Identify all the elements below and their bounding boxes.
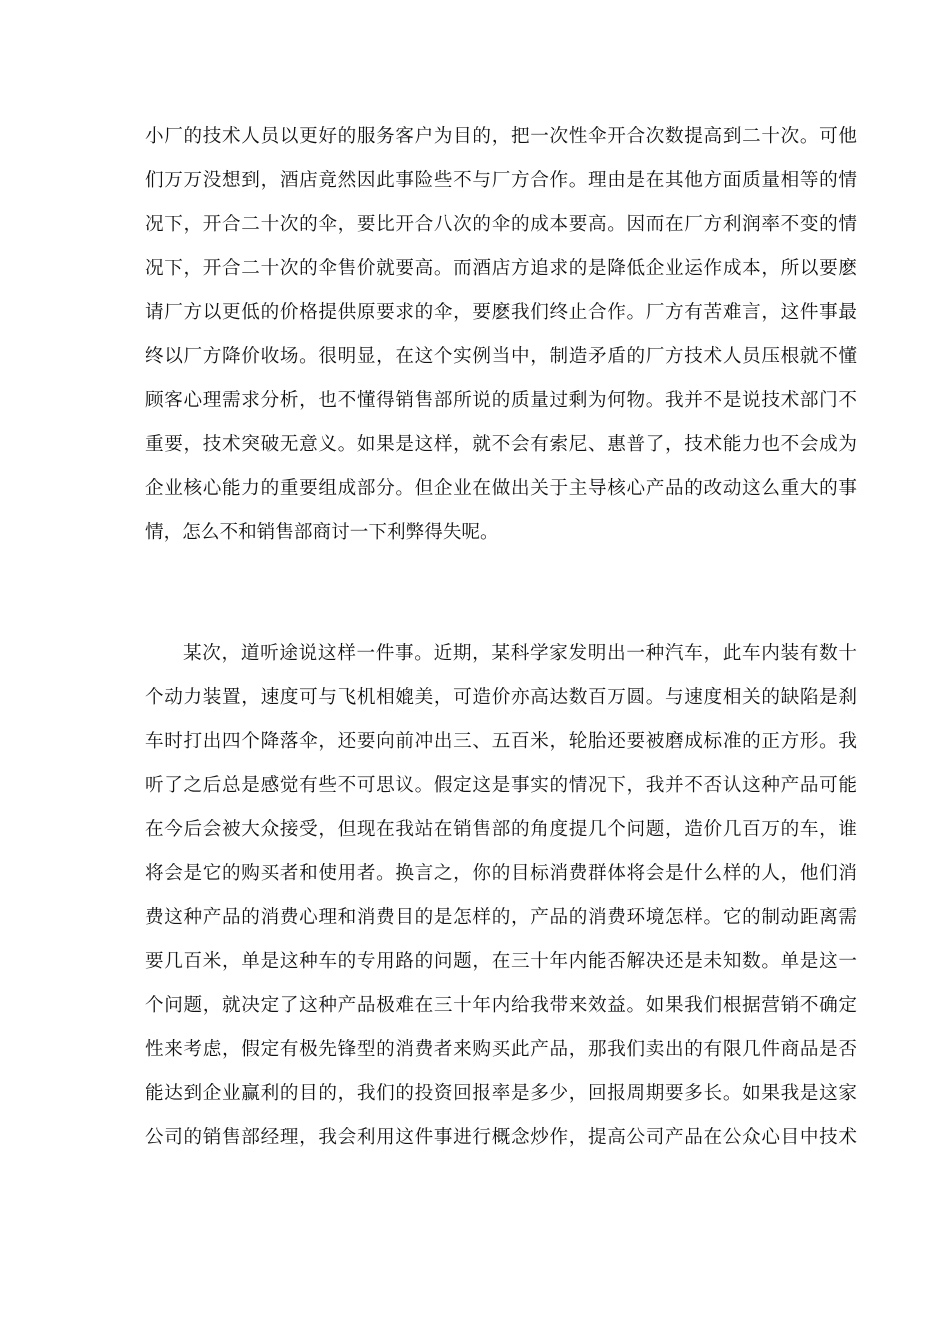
paragraph-line: 将会是它的购买者和使用者。换言之，你的目标消费群体将会是什么样的人，他们消 <box>145 863 857 884</box>
paragraph-line: 公司的销售部经理，我会利用这件事进行概念炒作，提高公司产品在公众心目中技术 <box>145 1127 857 1148</box>
paragraph-line: 们万万没想到，酒店竟然因此事险些不与厂方合作。理由是在其他方面质量相等的情 <box>145 170 857 191</box>
paragraph-line: 性来考虑，假定有极先锋型的消费者来购买此产品，那我们卖出的有限几件商品是否 <box>145 1039 857 1060</box>
paragraph-line: 听了之后总是感觉有些不可思议。假定这是事实的情况下，我并不否认这种产品可能 <box>145 775 857 796</box>
paragraph-line: 小厂的技术人员以更好的服务客户为目的，把一次性伞开合次数提高到二十次。可他 <box>145 126 857 147</box>
paragraph-line: 车时打出四个降落伞，还要向前冲出三、五百米，轮胎还要被磨成标准的正方形。我 <box>145 731 857 752</box>
paragraph-line-first: 某次，道听途说这样一件事。近期，某科学家发明出一种汽车，此车内装有数十 <box>183 643 857 664</box>
paragraph-line-last: 情，怎么不和销售部商讨一下利弊得失呢。 <box>145 522 499 543</box>
paragraph-line: 况下，开合二十次的伞售价就要高。而酒店方追求的是降低企业运作成本，所以要麽 <box>145 258 857 279</box>
paragraph-line: 在今后会被大众接受，但现在我站在销售部的角度提几个问题，造价几百万的车，谁 <box>145 819 857 840</box>
paragraph-line: 顾客心理需求分析，也不懂得销售部所说的质量过剩为何物。我并不是说技术部门不 <box>145 390 857 411</box>
paragraph-line: 要几百米，单是这种车的专用路的问题，在三十年内能否解决还是未知数。单是这一 <box>145 951 857 972</box>
paragraph-line: 费这种产品的消费心理和消费目的是怎样的，产品的消费环境怎样。它的制动距离需 <box>145 907 857 928</box>
paragraph-line: 请厂方以更低的价格提供原要求的伞，要麽我们终止合作。厂方有苦难言，这件事最 <box>145 302 857 323</box>
paragraph-line: 重要，技术突破无意义。如果是这样，就不会有索尼、惠普了，技术能力也不会成为 <box>145 434 857 455</box>
paragraph-car-case <box>145 632 857 1160</box>
paragraph-line: 能达到企业赢利的目的，我们的投资回报率是多少，回报周期要多长。如果我是这家 <box>145 1083 857 1104</box>
paragraph-umbrella-case <box>145 115 857 555</box>
paragraph-line: 个问题，就决定了这种产品极难在三十年内给我带来效益。如果我们根据营销不确定 <box>145 995 857 1016</box>
paragraph-line: 企业核心能力的重要组成部分。但企业在做出关于主导核心产品的改动这么重大的事 <box>145 478 857 499</box>
paragraph-line: 终以厂方降价收场。很明显，在这个实例当中，制造矛盾的厂方技术人员压根就不懂 <box>145 346 857 367</box>
paragraph-line: 况下，开合二十次的伞，要比开合八次的伞的成本要高。因而在厂方利润率不变的情 <box>145 214 857 235</box>
paragraph-line: 个动力装置，速度可与飞机相媲美，可造价亦高达数百万圆。与速度相关的缺陷是刹 <box>145 687 857 708</box>
